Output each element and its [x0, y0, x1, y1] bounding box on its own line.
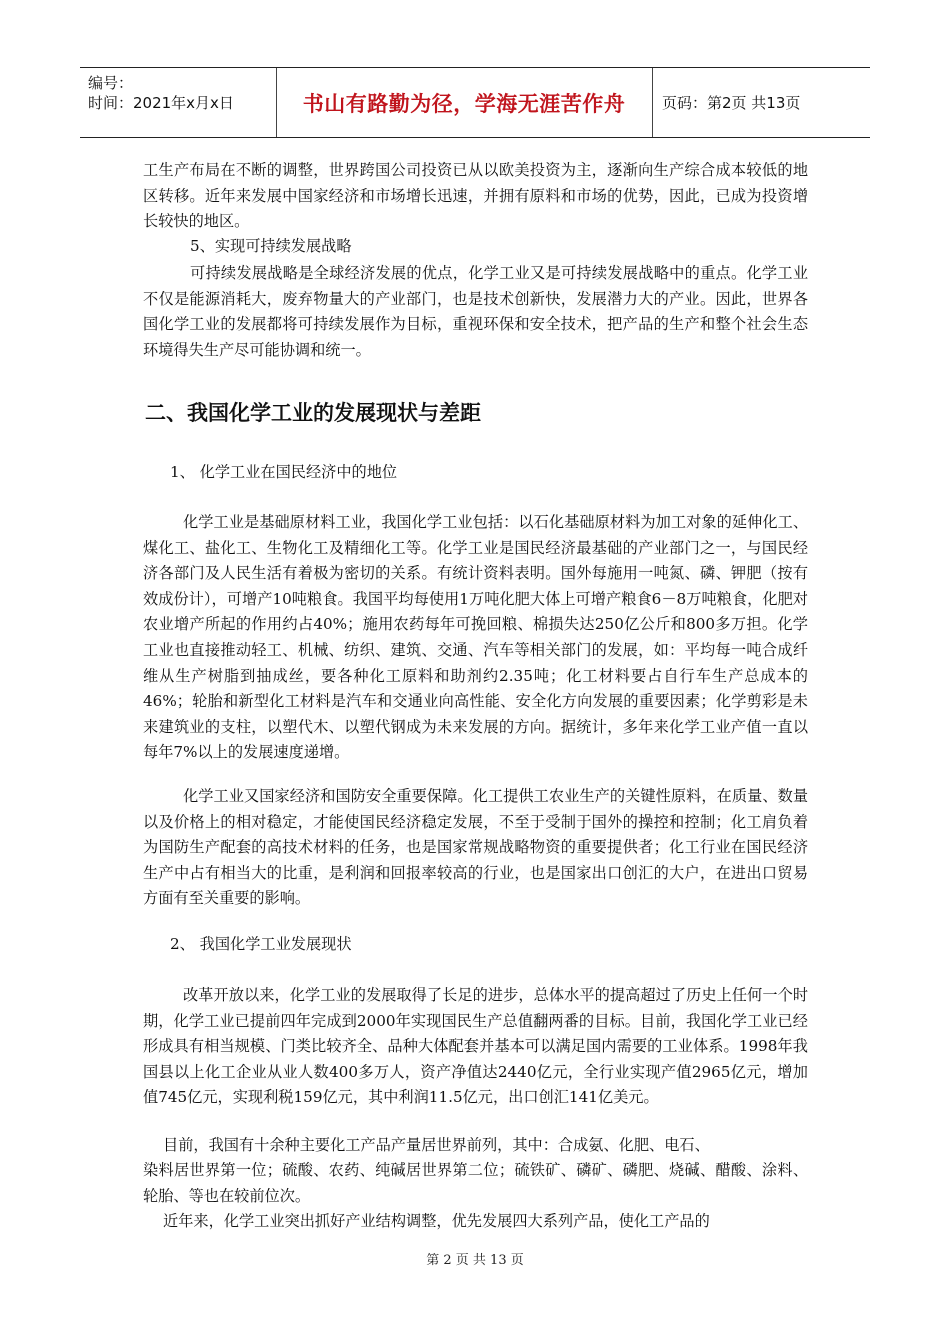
paragraph-status-1: 化学工业是基础原材料工业，我国化学工业包括：以石化基础原材料为加工对象的延伸化工、煤化工、盐化工、生物化工及精细化工等。化学工业是国民经济最基础的产业部门之一，与国民经济各部门及人民生活有着极为密切的关系。有统计资料表明。国外每施用一吨氮、磷、钾肥（按有效成份计），可增产10吨粮食。我国平均每使用1万吨化肥大体上可增产粮食6－8万吨粮食，化肥对农业增产所起的作用约占40%；施用农药每年可挽回粮、棉损失达250亿公斤和800多万担。化学工业也直接推动轻工、机械、纺织、建筑、交通、汽车等相关部门的发展，如：平均每一吨合成纤维从生产树脂到抽成丝，要各种化工原料和助剂约2.35吨；化工材料要占自行车生产总成本的46%；轮胎和新型化工材料是汽车和交通业向高性能、安全化方向发展的重要因素；化学剪彩是未来建筑业的支柱，以塑代木、以塑代钢成为未来发展的方向。据统计，多年来化学工业产值一直以每年7%以上的发展速度递增。 — [143, 513, 808, 762]
paragraph-status-2: 化学工业又国家经济和国防安全重要保障。化工提供工农业生产的关键性原料，在质量、数量以及价格上的相对稳定，才能使国民经济稳定发展，不至于受制于国外的操控和控制；化工肩负着为国防生产配套的高技术材料的任务，也是国家常规战略物资的重要提供者；化工行业在国民经济生产中占有相当大的比重，是利润和回报率较高的行业，也是国家出口创汇的大户，在进出口贸易方面有至关重要的影响。 — [143, 787, 808, 908]
header-number-label: 编号： — [88, 74, 134, 92]
item-5-title: 5、实现可持续发展战略 — [190, 237, 352, 255]
subsection-2-title: 2、 我国化学工业发展现状 — [170, 935, 352, 953]
paragraph-rank-rest: 染料居世界第一位；硫酸、农药、纯碱居世界第二位；硫铁矿、磷矿、磷肥、烧碱、醋酸、涂料、轮胎、等也在较前位次。 — [143, 1161, 808, 1205]
subsection-1-title: 1、 化学工业在国民经济中的地位 — [170, 463, 398, 481]
header-motto: 书山有路勤为径，学海无涯苦作舟 — [302, 91, 626, 116]
header-motto-cell — [276, 68, 653, 137]
paragraph-rank-line-1: 目前，我国有十余种主要化工产品产量居世界前列，其中：合成氨、化肥、电石、 — [163, 1136, 710, 1154]
paragraph-intro: 工生产布局在不断的调整，世界跨国公司投资已从以欧美投资为主，逐渐向生产综合成本较低的地区转移。近年来发展中国家经济和市场增长迅速，并拥有原料和市场的优势，因此，已成为投资增长较快的地区。 — [143, 161, 808, 231]
paragraph-recent: 近年来，化学工业突出抓好产业结构调整，优先发展四大系列产品，使化工产品的 — [163, 1212, 710, 1230]
document-header — [80, 67, 870, 138]
header-time-label: 时间：2021年x月x日 — [88, 94, 234, 112]
header-page-cell — [652, 68, 870, 137]
header-info-cell — [80, 68, 277, 137]
paragraph-reform: 改革开放以来，化学工业的发展取得了长足的进步，总体水平的提高超过了历史上任何一个时期，化学工业已提前四年完成到2000年实现国民生产总值翻两番的目标。目前，我国化学工业已经形成具有相当规模、门类比较齐全、品种大体配套并基本可以满足国内需要的工业体系。1998年我国县以上化工企业从业人数400多万人，资产净值达2440亿元，全行业实现产值2965亿元，增加值745亿元，实现利税159亿元，其中利润11.5亿元，出口创汇141亿美元。 — [143, 986, 808, 1107]
section-2-heading: 二、我国化学工业的发展现状与差距 — [145, 401, 481, 425]
paragraph-sustain: 可持续发展战略是全球经济发展的优点，化学工业又是可持续发展战略中的重点。化学工业不仅是能源消耗大，废弃物量大的产业部门，也是技术创新快，发展潜力大的产业。因此，世界各国化学工业的发展都将可持续发展作为目标，重视环保和安全技术，把产品的生产和整个社会生态环境得失生产尽可能协调和统一。 — [143, 264, 808, 359]
page-footer: 第 2 页 共 13 页 — [426, 1253, 524, 1268]
header-page-label: 页码：第2页 共13页 — [662, 94, 801, 112]
